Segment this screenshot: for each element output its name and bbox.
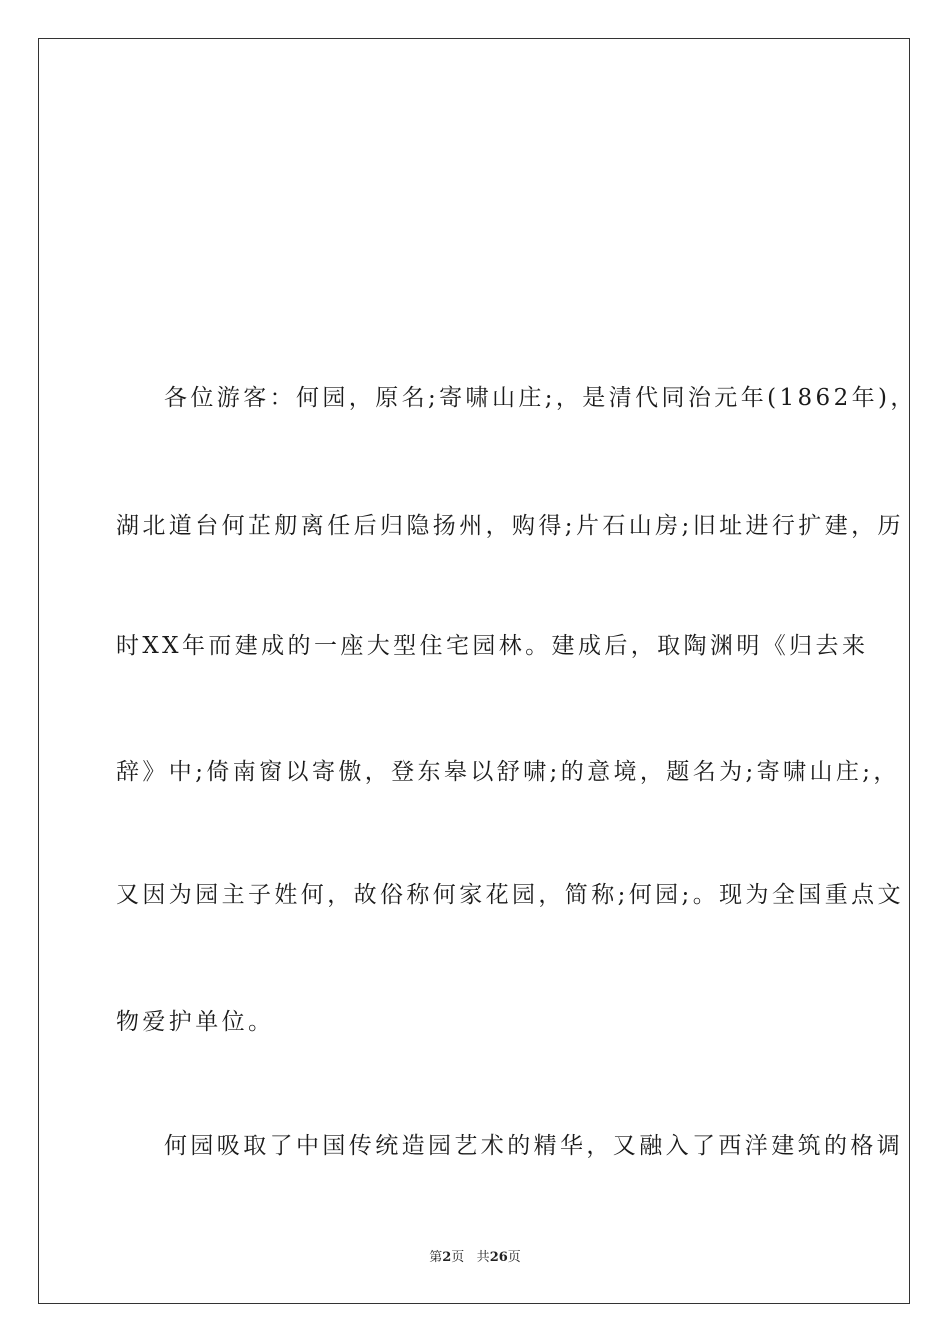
paragraph-1-line-1: 各位游客：何园，原名;寄啸山庄;，是清代同治元年(1862年)， bbox=[164, 385, 917, 411]
paragraph-1-line-4: 辞》中;倚南窗以寄傲，登东皋以舒啸;的意境，题名为;寄啸山庄;， bbox=[116, 759, 900, 785]
paragraph-1-line-3: 时XX年而建成的一座大型住宅园林。建成后，取陶渊明《归去来 bbox=[116, 633, 869, 659]
footer-page-number: 2 bbox=[442, 1250, 452, 1265]
footer-page-prefix: 第 bbox=[429, 1250, 443, 1265]
paragraph-1-line-6: 物爱护单位。 bbox=[116, 1009, 275, 1035]
page-footer bbox=[0, 1246, 950, 1265]
footer-total-prefix: 共 bbox=[476, 1250, 490, 1265]
footer-total-suffix: 页 bbox=[507, 1250, 521, 1265]
footer-page-suffix: 页 bbox=[451, 1250, 465, 1265]
footer-total-pages: 26 bbox=[489, 1250, 508, 1265]
page-border bbox=[38, 38, 910, 1304]
paragraph-2-line-1: 何园吸取了中国传统造园艺术的精华，又融入了西洋建筑的格调 bbox=[164, 1133, 904, 1159]
paragraph-1-line-5: 又因为园主子姓何，故俗称何家花园，简称;何园;。现为全国重点文 bbox=[116, 882, 904, 908]
paragraph-1-line-2: 湖北道台何芷舠离任后归隐扬州，购得;片石山房;旧址进行扩建，历 bbox=[116, 513, 904, 539]
